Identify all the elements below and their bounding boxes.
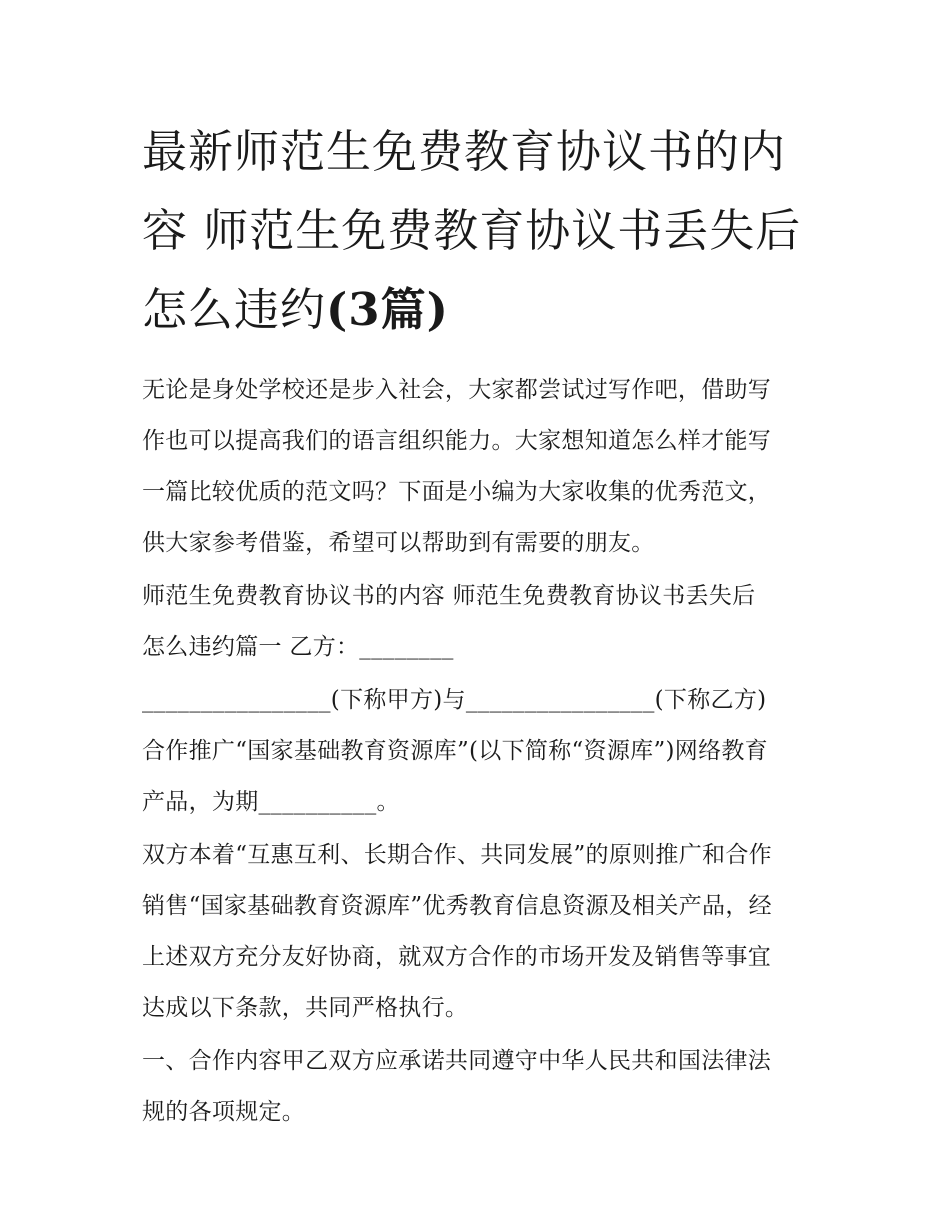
clause-one-paragraph (142, 1036, 814, 1138)
text-line: 合作推广“国家基础教育资源库”(以下简称“资源库”)网络教育 (142, 738, 768, 764)
text-line: 上述双方充分友好协商，就双方合作的市场开发及销售等事宜 (142, 944, 772, 970)
text-line: 销售“国家基础教育资源库”优秀教育信息资源及相关产品，经 (142, 893, 772, 919)
document-page (142, 112, 814, 1140)
intro-paragraph (142, 365, 814, 569)
document-title-text: 最新师范生免费教育协议书的内容 师范生免费教育协议书丢失后怎么违约 (142, 125, 802, 336)
principles-paragraph (142, 830, 814, 1034)
document-title (142, 112, 814, 349)
text-line: 一篇比较优质的范文吗？下面是小编为大家收集的优秀范文， (142, 479, 772, 505)
text-line: ________________(下称甲方)与________________(下称乙方) (142, 687, 767, 713)
text-line: 双方本着“互惠互利、长期合作、共同发展”的原则推广和合作 (142, 842, 772, 868)
text-line: 怎么违约篇一 乙方：________ (142, 634, 454, 660)
text-line: 供大家参考借鉴，希望可以帮助到有需要的朋友。 (142, 530, 655, 556)
text-line: 无论是身处学校还是步入社会，大家都尝试过写作吧，借助写 (142, 377, 772, 403)
text-line: 产品，为期__________。 (142, 789, 400, 815)
text-line: 规的各项规定。 (142, 1099, 306, 1125)
text-line: 一、合作内容甲乙双方应承诺共同遵守中华人民共和国法律法 (142, 1048, 772, 1074)
section-heading-paragraph (142, 571, 814, 673)
document-body (142, 365, 814, 1138)
text-line: 达成以下条款，共同严格执行。 (142, 995, 469, 1021)
text-line: 师范生免费教育协议书的内容 师范生免费教育协议书丢失后 (142, 583, 756, 609)
document-title-suffix: (3篇) (326, 283, 449, 336)
text-line: 作也可以提高我们的语言组织能力。大家想知道怎么样才能写 (142, 428, 772, 454)
parties-paragraph (142, 675, 814, 828)
